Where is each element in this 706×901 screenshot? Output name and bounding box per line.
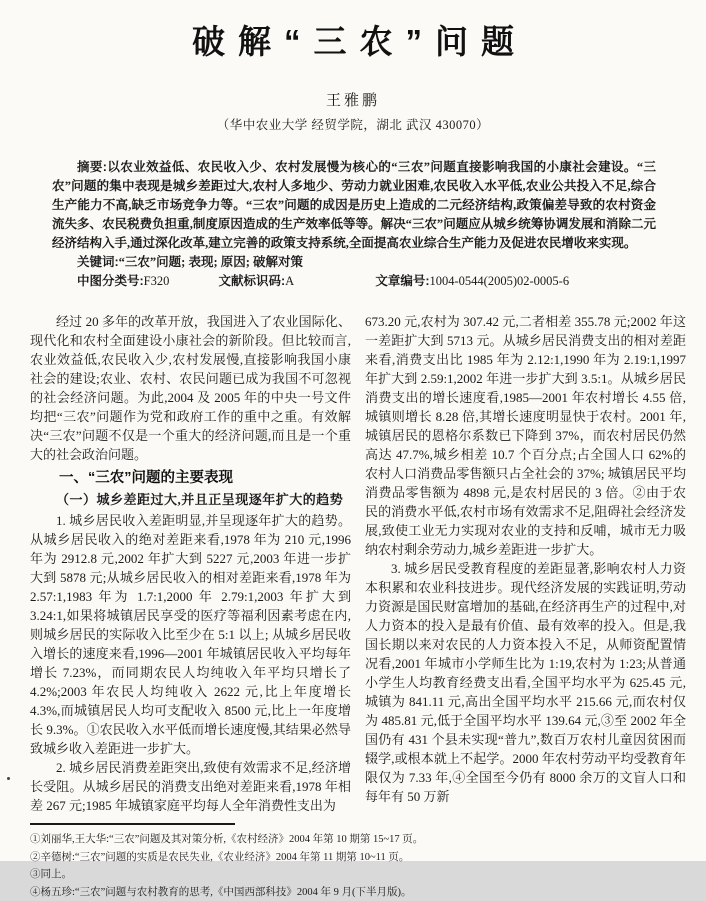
footnote-4: ④杨五珍:“三农”问题与农村教育的思考,《中国西部科技》2004 年 9 月(下半月版)。 bbox=[30, 884, 686, 901]
intro-paragraph: 经过 20 多年的改革开放，我国进入了农业国际化、现代化和农村全面建设小康社会的新阶段。但比较而言,农业效益低,农民收入少,农村发展慢,直接影响我国小康社会的建设;农业、农村、农民问题已成为我国不可忽视的社会经济问题。为此,2004 及 2005 年的中央一号文件均把“三农”问题作为党和政府工作的重中之重。有效解决“三农”问题不仅是一个重大的经济问题,而且是一个重大的社会政治问题。 bbox=[30, 312, 351, 464]
keywords-label: 关键词: bbox=[77, 255, 119, 269]
classification-line bbox=[52, 272, 656, 291]
section-1-heading: 一、“三农”问题的主要表现 bbox=[30, 468, 351, 489]
right-column bbox=[365, 312, 686, 815]
scan-artifact-dot bbox=[7, 777, 10, 780]
article-no-value: 1004-0544(2005)02-0005-6 bbox=[430, 274, 570, 288]
paper-title: 破解“三农”问题 bbox=[0, 0, 706, 63]
footnote-1: ①刘丽华,王大华:“三农”问题及其对策分析,《农村经济》2004 年第 10 期第 15~17 页。 bbox=[30, 831, 686, 849]
doc-code-value: A bbox=[285, 274, 294, 288]
paragraph-income-gap: 1. 城乡居民收入差距明显,并呈现逐年扩大的趋势。从城乡居民收入的绝对差距来看,1978 年为 210 元,1996 年为 2912.8 元,2002 年扩大到 5227 元,2003 年进一步扩大到 5878 元;从城乡居民收入的相对差距来看,1978 年为 2.57:1,1983 年为 1.7:1,2000 年 2.79:1,2003 年扩大到 3.24:1,如果将城镇居民享受的医疗等福利因素考虑在内,则城乡居民的实际收入比至少在 5:1 以上; 从城乡居民收入增长的速度来看,1996—2001 年城镇居民收入平均每年增长 7.23%，而同期农民人均纯收入年平均只增长了 4.2%;2003 年农民人均纯收入 2622 元,比上年度增长 4.3%,而城镇居民人均可支配收入 8500 元,比上一年度增长 9.3%。①农民收入水平低而增长速度慢,其结果必然导致城乡收入差距进一步扩大。 bbox=[30, 511, 351, 758]
abstract-label: 摘要: bbox=[77, 160, 107, 174]
clc-label: 中图分类号: bbox=[77, 274, 144, 288]
paragraph-education-gap: 3. 城乡居民受教育程度的差距显著,影响农村人力资本积累和农业科技进步。现代经济发展的实践证明,劳动力资源是国民财富增加的基础,在经济再生产的过程中,对人力资本的投入是最有价值、最有效率的投入。但是,我国长期以来对农民的人力资本投入不足，从师资配置情况看,2001 年城市小学师生比为 1:19,农村为 1:23;从普通小学生人均教育经费支出看,全国平均水平为 625.45 元,城镇为 841.11 元,高出全国平均水平 215.66 元,而农村仅为 485.81 元,低于全国平均水平 139.64 元,③至 2002 年全国仍有 431 个县未实现“普九”,数百万农村儿童因贫困而辍学,或根本就上不起学。2000 年农村劳动平均受教育年限仅为 7.33 年,④全国至今仍有 8000 余万的文盲人口和每年有 50 万新 bbox=[365, 559, 686, 806]
keywords-line bbox=[52, 253, 656, 272]
author-name: 王雅鹏 bbox=[0, 89, 706, 110]
author-affiliation: （华中农业大学 经贸学院，湖北 武汉 430070） bbox=[0, 115, 706, 133]
doc-code-label: 文献标识码: bbox=[219, 274, 286, 288]
keywords-text: “三农”问题; 表现; 原因; 破解对策 bbox=[119, 255, 303, 269]
paragraph-consumption-gap-continued: 673.20 元,农村为 307.42 元,二者相差 355.78 元;2002 年这一差距扩大到 5713 元。从城乡居民消费支出的相对差距来看,消费支出比 1985 年为 2.12:1,1990 年为 2.19:1,1997 年扩大到 2.59:1,2002 年进一步扩大到 3.5:1。从城乡居民消费支出的增长速度看,1985—2001 年农村增长 4.55 倍,城镇则增长 8.28 倍,其增长速度明显快于农村。2001 年,城镇居民的恩格尔系数已下降到 37%，而农村居民仍然高达 47.7%,城乡相差 10.7 个百分点;占全国人口 62%的农村人口消费品零售额只占全社会的 37%; 城镇居民平均消费品零售额为 4898 元,是农村居民的 3 倍。②由于农民的消费水平低,农村市场有效需求不足,阻碍社会经济发展,致使工业无力实现对农业的支持和反哺，城市无力吸纳农村剩余劳动力,城乡差距进一步扩大。 bbox=[365, 312, 686, 559]
footnote-3: ③同上。 bbox=[30, 866, 686, 884]
paragraph-consumption-gap: 2. 城乡居民消费差距突出,致使有效需求不足,经济增长受阻。从城乡居民的消费支出绝对差距来看,1978 年相差 267 元;1985 年城镇家庭平均每人全年消费性支出为 bbox=[30, 758, 351, 815]
clc-value: F320 bbox=[144, 274, 170, 288]
footnote-2: ②辛德树:“三农”问题的实质是农民失业,《农业经济》2004 年第 11 期第 10~11 页。 bbox=[30, 849, 686, 867]
abstract-section bbox=[52, 158, 656, 291]
abstract-paragraph bbox=[52, 158, 656, 253]
abstract-text: 以农业效益低、农民收入少、农村发展慢为核心的“三农”问题直接影响我国的小康社会建设。“三农”问题的集中表现是城乡差距过大,农村人多地少、劳动力就业困难,农民收入水平低,农业公共投入不足,综合生产能力不高,缺乏市场竞争力等。“三农”问题的成因是历史上造成的二元经济结构,政策偏差导致的农村资金流失多、农民税费负担重,制度原因造成的生产效率低等等。解决“三农”问题应从城乡统筹协调发展和消除二元经济结构入手,通过深化改革,建立完善的政策支持系统,全面提高农业综合生产能力及促进农民增收来实现。 bbox=[52, 160, 656, 250]
left-column bbox=[30, 312, 351, 815]
body-columns bbox=[30, 312, 686, 815]
subsection-1-heading: （一）城乡差距过大,并且正呈现逐年扩大的趋势 bbox=[30, 490, 351, 510]
article-no-label: 文章编号: bbox=[375, 274, 429, 288]
footnote-separator-rule bbox=[30, 823, 235, 825]
footnotes-section bbox=[30, 823, 686, 901]
